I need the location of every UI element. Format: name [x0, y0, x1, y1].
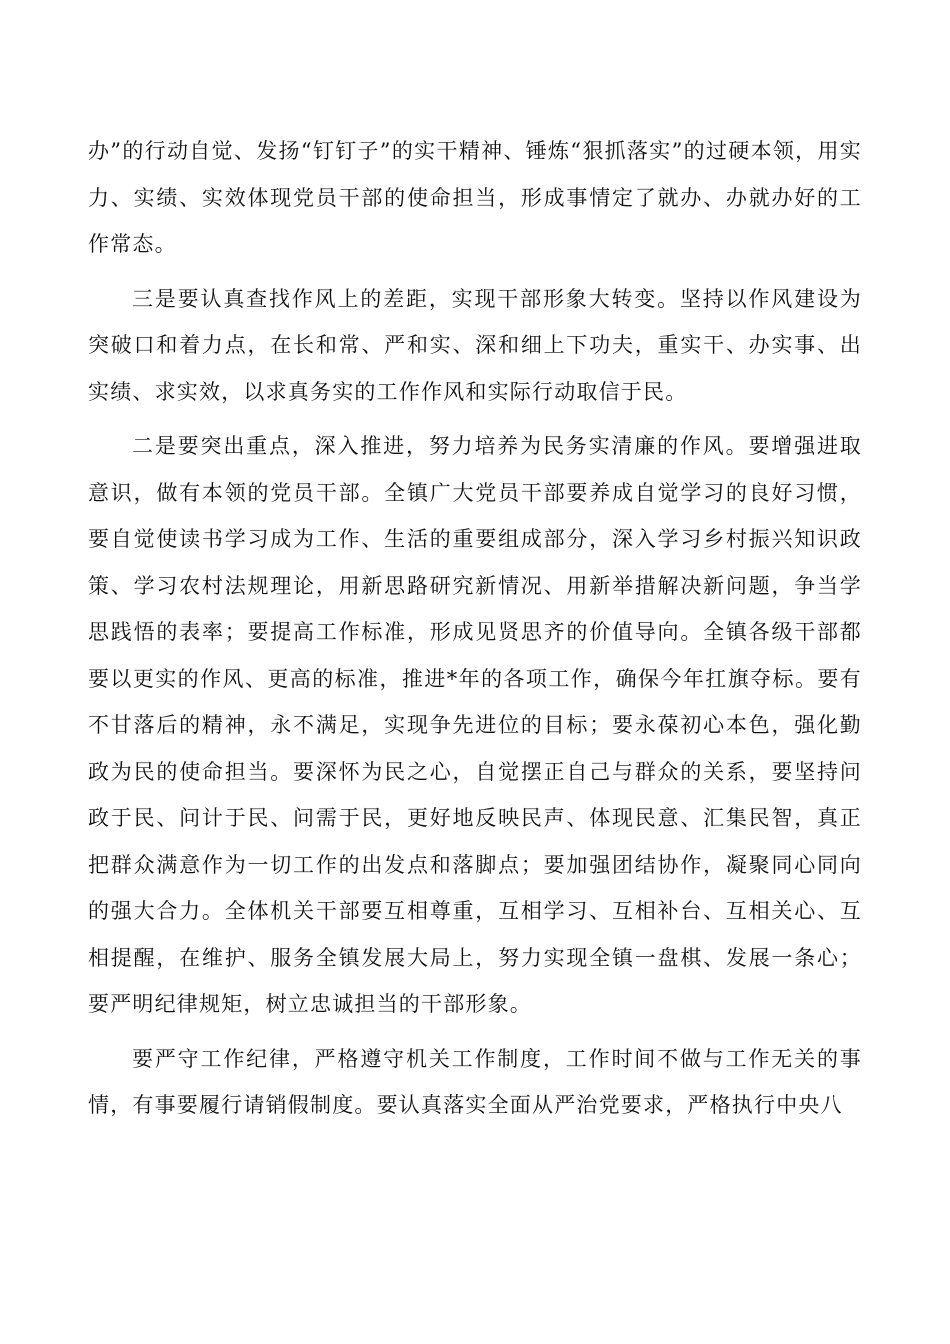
paragraph-4: 要严守工作纪律，严格遵守机关工作制度，工作时间不做与工作无关的事情，有事要履行请销假制度。要认真落实全面从严治党要求，严格执行中央八 [88, 1046, 862, 1117]
paragraph-1: 办”的行动自觉、发扬“钉钉子”的实干精神、锤炼“狠抓落实”的过硬本领，用实力、实绩、实效体现党员干部的使命担当，形成事情定了就办、办就办好的工作常态。 [88, 139, 862, 256]
document-body [88, 128, 862, 1137]
paragraph-3: 二是要突出重点，深入推进，努力培养为民务实清廉的作风。要增强进取意识，做有本领的党员干部。全镇广大党员干部要养成自觉学习的良好习惯，要自觉使读书学习成为工作、生活的重要组成部分，深入学习乡村振兴知识政策、学习农村法规理论，用新思路研究新情况、用新举措解决新问题，争当学思践悟的表率；要提高工作标准，形成见贤思齐的价值导向。全镇各级干部都要以更实的作风、更高的标准，推进*年的各项工作，确保今年扛旗夺标。要有不甘落后的精神，永不满足，实现争先进位的目标；要永葆初心本色，强化勤政为民的使命担当。要深怀为民之心，自觉摆正自己与群众的关系，要坚持问政于民、问计于民、问需于民，更好地反映民声、体现民意、汇集民智，真正把群众满意作为一切工作的出发点和落脚点；要加强团结协作，凝聚同心同向的强大合力。全体机关干部要互相尊重，互相学习、互相补台、互相关心、互相提醒，在维护、服务全镇发展大局上，努力实现全镇一盘棋、发展一条心；要严明纪律规矩，树立忠诚担当的干部形象。 [88, 434, 862, 1016]
paragraph-2: 三是要认真查找作风上的差距，实现干部形象大转变。坚持以作风建设为突破口和着力点，在长和常、严和实、深和细上下功夫，重实干、办实事、出实绩、求实效，以求真务实的工作作风和实际行动取信于民。 [88, 286, 862, 404]
